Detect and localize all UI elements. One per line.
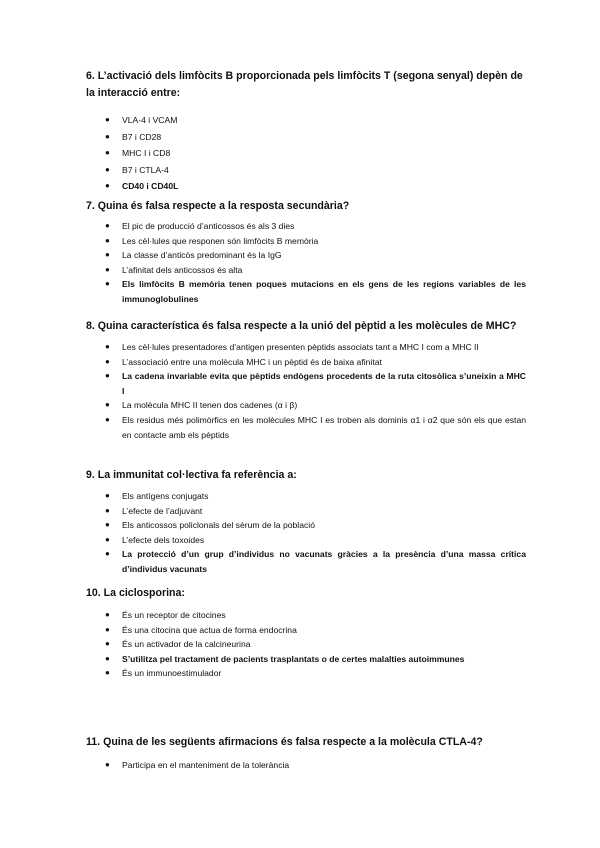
question-7 (86, 198, 526, 307)
question-title: 8. Quina característica és falsa respecte a la unió del pèptid a les molècules de MHC? (86, 320, 517, 332)
option-item: ● Les cèl·lules que responen són limfòcits B memòria (105, 235, 319, 246)
option-item: ● L’efecte de l’adjuvant (105, 505, 203, 516)
option-item: ● VLA-4 i VCAM (105, 115, 178, 125)
option-item: ● Participa en el manteniment de la tolerància (105, 760, 290, 770)
options-list (86, 489, 526, 577)
question-11 (86, 734, 526, 773)
options-list (86, 758, 526, 773)
question-title: 9. La immunitat col·lectiva fa referència a: (86, 469, 297, 481)
question-title: 6. L’activació dels limfòcits B proporcionada pels limfòcits T (segona senyal) depèn de la interacció entre: (86, 70, 523, 99)
option-item: ● Les cèl·lules presentadores d’antigen presenten pèptids associats tant a MHC I com a MHC II (105, 342, 479, 352)
option-item: ● L’afinitat dels anticossos és alta (105, 264, 243, 275)
option-item: ● La protecció d’un grup d’individus no vacunats gràcies a la presència d’una massa crítica d’individus vacunats (105, 549, 526, 574)
option-item: ● És un immunoestimulador (105, 668, 222, 679)
option-item: ● Els antígens conjugats (105, 491, 209, 501)
question-title: 10. La ciclosporina: (86, 587, 185, 599)
option-item: ● MHC I i CD8 (105, 148, 171, 159)
options-list (86, 340, 526, 442)
option-item: ● Els residus més polimòrfics en les molècules MHC I es troben als dominis α1 i α2 que són els que estan en contacte amb els pèptids (105, 414, 526, 440)
question-8 (86, 318, 526, 442)
options-list (86, 608, 526, 681)
question-10 (86, 585, 526, 681)
options-list (86, 219, 526, 307)
option-item: ● Els limfòcits B memòria tenen poques mutacions en els gens de les regions variables de les immunoglobulines (105, 279, 526, 304)
option-item: ● El pic de producció d’anticossos és als 3 dies (105, 221, 295, 231)
option-item: ● La classe d’anticòs predominant és la IgG (105, 250, 282, 261)
question-title: 11. Quina de les següents afirmacions és falsa respecte a la molècula CTLA-4? (86, 736, 483, 748)
option-item: ● És una citocina que actua de forma endocrina (105, 624, 297, 635)
question-6 (86, 68, 526, 194)
option-item: ● B7 i CTLA-4 (105, 164, 169, 175)
option-item: ● Els anticossos policlonals del sèrum de la població (105, 520, 315, 531)
option-item: ● És un activador de la calcineurina (105, 639, 251, 650)
option-item: ● És un receptor de citocines (105, 610, 226, 620)
option-item: ● S’utilitza pel tractament de pacients trasplantats o de certes malalties autoimmunes (105, 653, 465, 664)
option-item: ● L’efecte dels toxoides (105, 534, 205, 545)
option-item: ● CD40 i CD40L (105, 181, 179, 192)
option-item: ● La molècula MHC II tenen dos cadenes (α i β) (105, 400, 298, 411)
option-item: ● L’associació entre una molècula MHC i un pèptid és de baixa afinitat (105, 356, 382, 367)
option-item: ● La cadena invariable evita que pèptids endògens procedents de la ruta citosòlica s’uneixin a MHC I (105, 371, 526, 396)
question-9 (86, 467, 526, 577)
option-item: ● B7 i CD28 (105, 131, 162, 142)
options-list (86, 113, 526, 194)
question-title: 7. Quina és falsa respecte a la resposta secundària? (86, 200, 350, 212)
